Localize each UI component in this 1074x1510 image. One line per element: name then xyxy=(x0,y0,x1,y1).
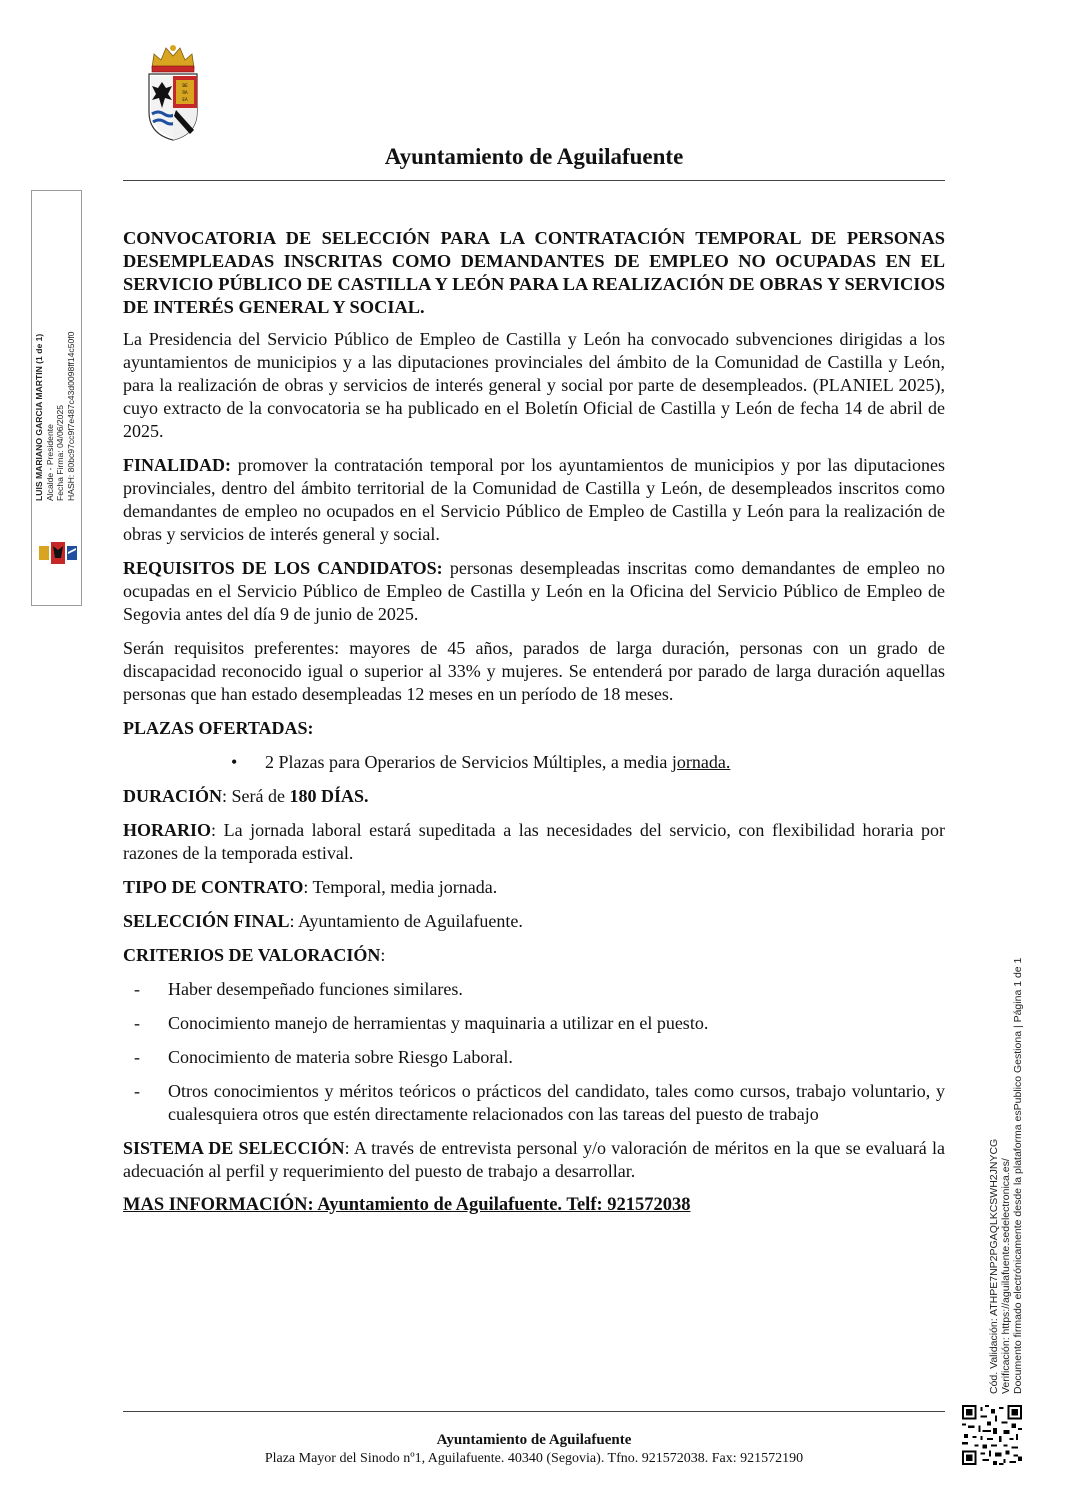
signature-date: Fecha Firma: 04/06/2025 xyxy=(55,404,66,501)
criterios-colon: : xyxy=(380,945,386,965)
signature-crest-icon xyxy=(37,538,79,568)
finalidad-paragraph xyxy=(123,454,945,546)
criterios-list xyxy=(123,978,945,1126)
finalidad-text: promover la contratación temporal por los ayuntamientos de municipios y por las diputaciones provinciales, dentro del ámbito territorial de la Comunidad de Castilla y León, de desempleados inscritos como demandantes de empleo no ocupados en el Servicio Público de Empleo de Castilla y León para la realización de obras y servicios de interés general y social. xyxy=(123,455,945,544)
qr-code-icon xyxy=(962,1405,1022,1465)
requisitos-paragraph xyxy=(123,557,945,626)
duracion-text: : Será de xyxy=(222,786,290,806)
dash-marker: - xyxy=(134,1047,140,1067)
crest-text-3: EA xyxy=(182,97,188,102)
sistema-label: SISTEMA DE SELECCIÓN xyxy=(123,1138,345,1158)
header-divider xyxy=(123,180,945,181)
dash-marker: - xyxy=(134,1081,140,1101)
sistema-text: : A través de entrevista personal y/o valoración de méritos en la que se evaluará la adecuación al perfil y requerimiento del puesto de trabajo a desarrollar. xyxy=(123,1138,945,1181)
list-item xyxy=(123,1012,945,1035)
signature-signer: LUIS MARIANO GARCIA MARTIN (1 de 1) xyxy=(34,333,44,501)
requisitos-label: REQUISITOS DE LOS CANDIDATOS: xyxy=(123,558,443,578)
list-item xyxy=(123,751,945,774)
finalidad-label: FINALIDAD: xyxy=(123,455,231,475)
horario-text: : La jornada laboral estará supeditada a las necesidades del servicio, con flexibilidad horaria por razones de la temporada estival. xyxy=(123,820,945,863)
footer-name: Ayuntamiento de Aguilafuente xyxy=(436,1432,632,1448)
list-item xyxy=(123,978,945,1001)
plazas-label: PLAZAS OFERTADAS: xyxy=(123,718,314,738)
plazas-heading xyxy=(123,717,945,740)
signature-role: Alcalde - Presidente xyxy=(44,424,55,501)
intro-paragraph: La Presidencia del Servicio Público de Empleo de Castilla y León ha convocado subvenciones dirigidas a los ayuntamientos de municipios y a las diputaciones provinciales del ámbito de la Comunidad de Castilla y León, para la realización de obras y servicios de interés general y social por parte de desempleados. (PLANIEL 2025), cuyo extracto de la convocatoria se ha publicado en el Boletín Oficial de Castilla y León de fecha 14 de abril de 2025. xyxy=(123,329,945,441)
bullet-icon: • xyxy=(231,752,238,772)
signature-text xyxy=(34,321,78,501)
seleccion-final-label: SELECCIÓN FINAL xyxy=(123,911,290,931)
dash-marker: - xyxy=(134,1013,140,1033)
seleccion-final-text: : Ayuntamiento de Aguilafuente. xyxy=(289,911,523,931)
dash-marker: - xyxy=(134,979,140,999)
plazas-item-text: 2 Plazas para Operarios de Servicios Múltiples, a media xyxy=(265,752,672,772)
criterios-heading xyxy=(123,944,945,967)
preferentes-paragraph: Serán requisitos preferentes: mayores de 45 años, parados de larga duración, personas con un grado de discapacidad reconocido igual o superior al 33% y mujeres. Se entenderá por parado de larga duración aquellas personas que han estado desempleadas 12 meses en un período de 18 meses. xyxy=(123,638,945,704)
plazas-list xyxy=(123,751,945,774)
document-title: CONVOCATORIA DE SELECCIÓN PARA LA CONTRATACIÓN TEMPORAL DE PERSONAS DESEMPLEADAS INSCRITAS COMO DEMANDANTES DE EMPLEO NO OCUPADAS EN EL SERVICIO PÚBLICO DE CASTILLA Y LEÓN PARA LA REALIZACIÓN DE OBRAS Y SERVICIOS DE INTERÉS GENERAL Y SOCIAL. xyxy=(123,228,945,317)
document-body xyxy=(123,227,945,1228)
duracion-label: DURACIÓN xyxy=(123,786,222,806)
footer-divider xyxy=(123,1411,945,1412)
criterio-text: Otros conocimientos y méritos teóricos o prácticos del candidato, tales como cursos, trabajo voluntario, y cualesquiera otros que estén directamente relacionados con las tareas del puesto de trabajo xyxy=(168,1081,945,1124)
crest-text-2: RA xyxy=(182,90,188,95)
signature-hash: HASH: 80bc97cc9f7e487c43d0098ff14c50f0 xyxy=(65,331,76,501)
criterio-text: Conocimiento manejo de herramientas y maquinaria a utilizar en el puesto. xyxy=(168,1013,709,1033)
contrato-label: TIPO DE CONTRATO xyxy=(123,877,304,897)
requisitos-text: personas desempleadas inscritas como demandantes de empleo no ocupadas en el Servicio Público de Empleo de Castilla y León en la Oficina del Servicio Público de Empleo de Segovia antes del día 9 de junio de 2025. xyxy=(123,558,945,624)
verification-url: Verificación: https://aguilafuente.sedelectronica.es/ xyxy=(1000,1158,1012,1394)
criterio-text: Conocimiento de materia sobre Riesgo Laboral. xyxy=(168,1047,513,1067)
sistema-paragraph xyxy=(123,1137,945,1183)
contrato-paragraph xyxy=(123,876,945,899)
horario-label: HORARIO xyxy=(123,820,212,840)
municipal-crest-logo xyxy=(146,42,200,142)
list-item xyxy=(123,1046,945,1069)
horario-paragraph xyxy=(123,819,945,865)
criterios-label: CRITERIOS DE VALORACIÓN xyxy=(123,945,381,965)
duracion-paragraph xyxy=(123,785,945,808)
more-info-line: MAS INFORMACIÓN: Ayuntamiento de Aguilafuente. Telf: 921572038 xyxy=(123,1195,691,1215)
header-title: Ayuntamiento de Aguilafuente xyxy=(384,144,684,169)
verification-platform: Documento firmado electrónicamente desde la plataforma esPublico Gestiona | Página 1 de 1 xyxy=(1012,957,1024,1394)
verification-code: Cód. Validación: ATHPE7NP2PGAQLKCSWH2JNYCG xyxy=(988,1138,1000,1394)
crest-text-1: BE xyxy=(182,83,188,88)
footer-address: Plaza Mayor del Sinodo nº1, Aguilafuente. 40340 (Segovia). Tfno. 921572038. Fax: 921572190 xyxy=(264,1451,804,1466)
criterio-text: Haber desempeñado funciones similares. xyxy=(168,979,463,999)
seleccion-final-paragraph xyxy=(123,910,945,933)
plazas-item-underlined: jornada. xyxy=(671,752,731,772)
list-item xyxy=(123,1080,945,1126)
duracion-value: 180 DÍAS. xyxy=(289,786,369,806)
contrato-text: : Temporal, media jornada. xyxy=(303,877,498,897)
